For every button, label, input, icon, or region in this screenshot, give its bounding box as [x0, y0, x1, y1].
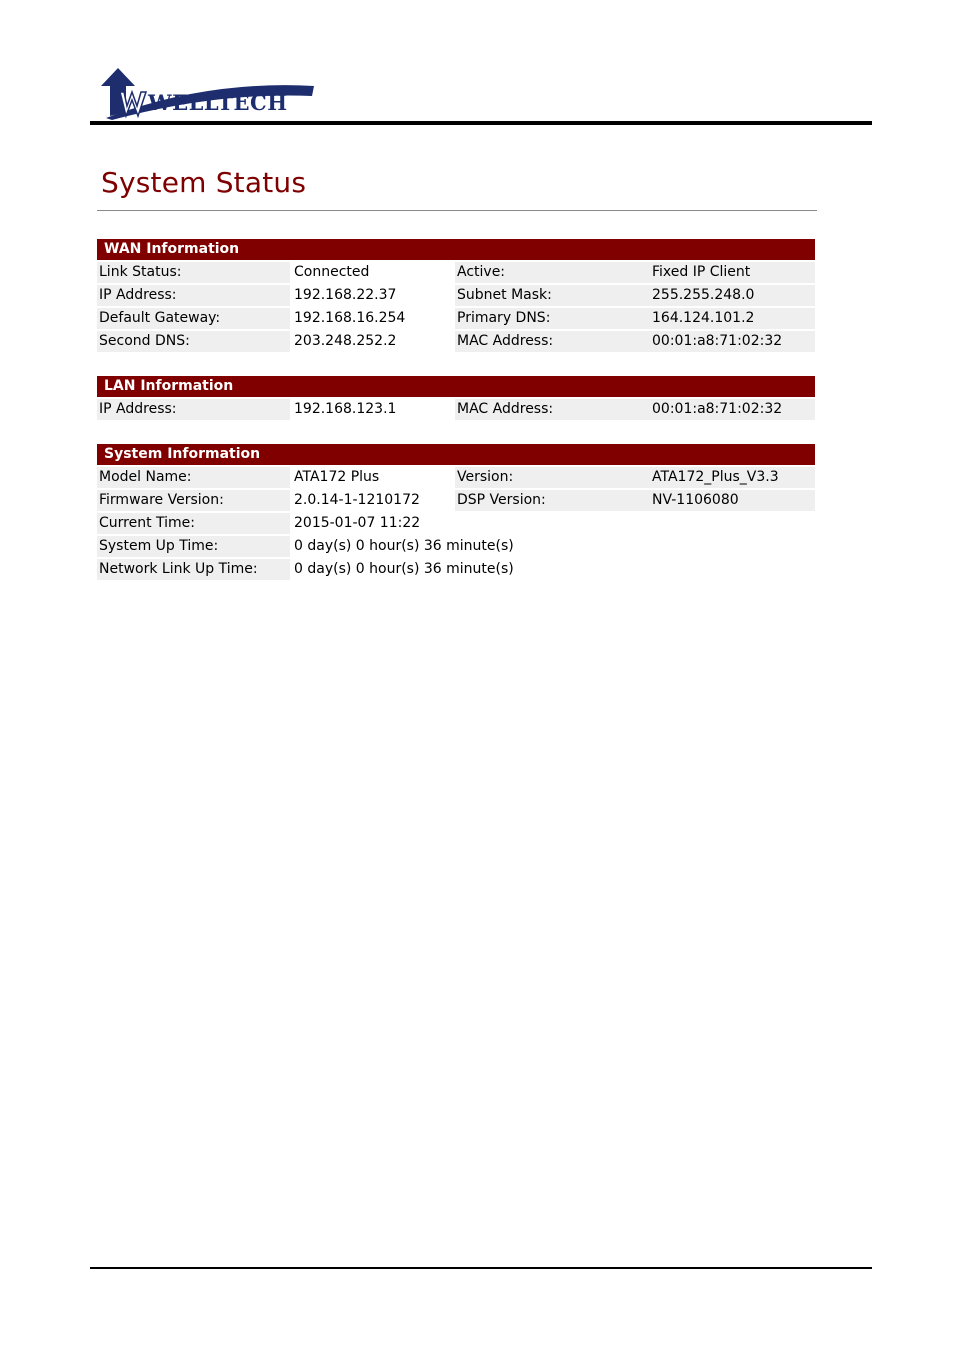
second-dns-label: Second DNS: — [97, 331, 290, 352]
system-row-firmware — [97, 490, 815, 511]
second-dns-value: 203.248.252.2 — [294, 333, 397, 349]
system-up-time-label: System Up Time: — [97, 536, 290, 557]
wan-mac-address-value: 00:01:a8:71:02:32 — [648, 331, 815, 352]
header-divider — [90, 121, 872, 125]
version-label: Version: — [455, 467, 648, 488]
wan-row-ip-address — [97, 285, 815, 306]
primary-dns-label: Primary DNS: — [455, 308, 648, 329]
wan-ip-address-value: 192.168.22.37 — [294, 287, 397, 303]
brand-name: WELLTECH — [148, 90, 288, 115]
network-link-up-time-value: 0 day(s) 0 hour(s) 36 minute(s) — [294, 561, 514, 577]
link-status-value: Connected — [294, 264, 370, 280]
lan-mac-address-label: MAC Address: — [455, 399, 648, 420]
system-section-header: System Information — [97, 444, 815, 465]
system-row-network-up-time — [97, 559, 815, 580]
dsp-version-label: DSP Version: — [455, 490, 648, 511]
firmware-version-value: 2.0.14-1-1210172 — [294, 492, 420, 508]
welltech-logo — [96, 66, 320, 122]
wan-mac-address-label: MAC Address: — [455, 331, 648, 352]
page-title: System Status — [101, 166, 307, 199]
active-value: Fixed IP Client — [648, 262, 815, 283]
title-divider — [97, 210, 817, 211]
lan-row-ip-address — [97, 399, 815, 420]
subnet-mask-value: 255.255.248.0 — [648, 285, 815, 306]
firmware-version-label: Firmware Version: — [97, 490, 290, 511]
system-up-time-value: 0 day(s) 0 hour(s) 36 minute(s) — [294, 538, 514, 554]
current-time-label: Current Time: — [97, 513, 290, 534]
wan-section-header: WAN Information — [97, 239, 815, 260]
subnet-mask-label: Subnet Mask: — [455, 285, 648, 306]
footer-divider — [90, 1267, 872, 1269]
primary-dns-value: 164.124.101.2 — [648, 308, 815, 329]
lan-section-header: LAN Information — [97, 376, 815, 397]
network-link-up-time-label: Network Link Up Time: — [97, 559, 290, 580]
wan-information-section — [97, 239, 815, 354]
active-label: Active: — [455, 262, 648, 283]
lan-information-section — [97, 376, 815, 422]
model-name-value: ATA172 Plus — [294, 469, 380, 485]
system-row-current-time — [97, 513, 815, 534]
default-gateway-label: Default Gateway: — [97, 308, 290, 329]
system-row-model — [97, 467, 815, 488]
link-status-label: Link Status: — [97, 262, 290, 283]
wan-row-second-dns — [97, 331, 815, 352]
default-gateway-value: 192.168.16.254 — [294, 310, 406, 326]
system-information-section — [97, 444, 815, 582]
lan-ip-address-label: IP Address: — [97, 399, 290, 420]
lan-mac-address-value: 00:01:a8:71:02:32 — [648, 399, 815, 420]
dsp-version-value: NV-1106080 — [648, 490, 815, 511]
wan-row-link-status — [97, 262, 815, 283]
version-value: ATA172_Plus_V3.3 — [648, 467, 815, 488]
wan-ip-address-label: IP Address: — [97, 285, 290, 306]
wan-row-gateway — [97, 308, 815, 329]
current-time-value: 2015-01-07 11:22 — [294, 515, 421, 531]
system-row-up-time — [97, 536, 815, 557]
lan-ip-address-value: 192.168.123.1 — [294, 401, 397, 417]
model-name-label: Model Name: — [97, 467, 290, 488]
